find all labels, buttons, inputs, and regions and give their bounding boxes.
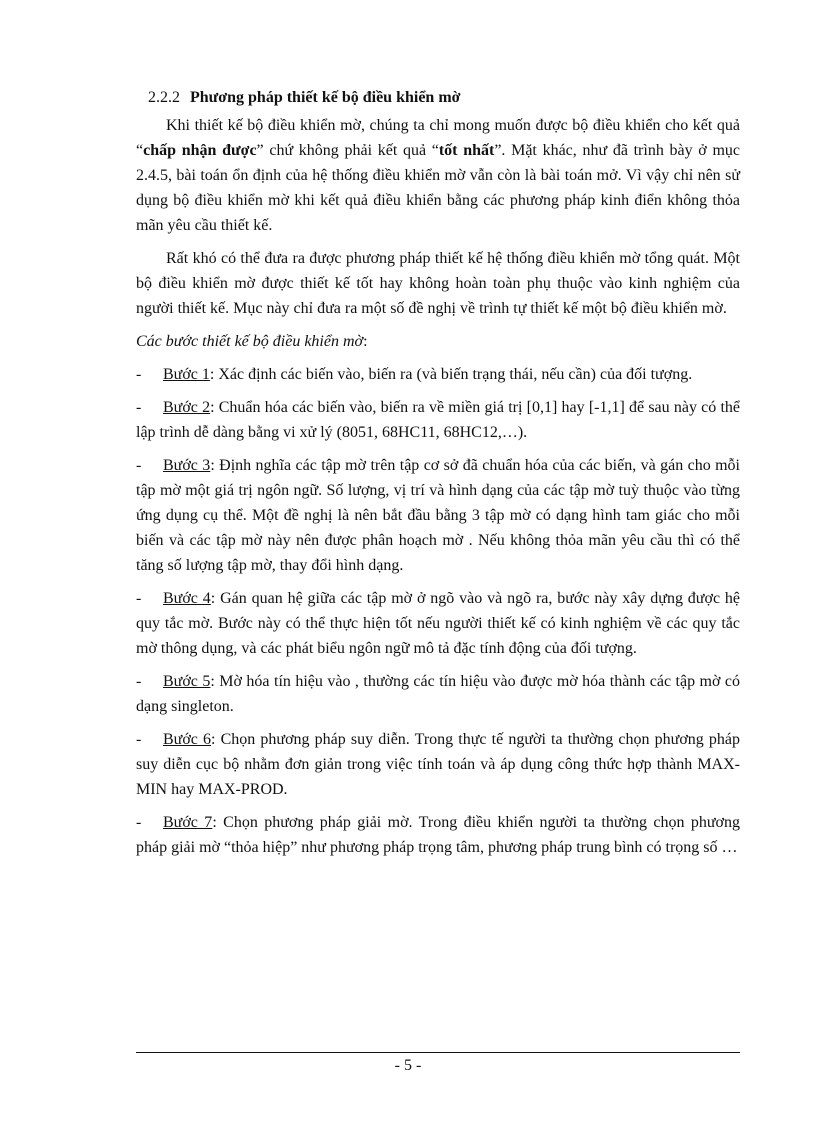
steps-heading-text: Các bước thiết kế bộ điều khiển mờ bbox=[136, 333, 364, 350]
bold-phrase: chấp nhận được bbox=[143, 142, 257, 159]
paragraph-text: ” chứ không phải kết quả “ bbox=[256, 142, 439, 159]
step-label: Bước 3 bbox=[163, 457, 211, 474]
section-number: 2.2.2 bbox=[148, 89, 180, 106]
step-label: Bước 6 bbox=[163, 731, 212, 748]
step-label: Bước 1 bbox=[163, 366, 210, 383]
steps-heading-colon: : bbox=[363, 333, 368, 350]
step-item bbox=[136, 362, 740, 387]
step-text: : Xác định các biến vào, biến ra (và biến trạng thái, nếu cần) của đối tượng. bbox=[209, 366, 693, 383]
step-item bbox=[136, 669, 740, 719]
step-label: Bước 4 bbox=[163, 590, 211, 607]
list-dash: - bbox=[136, 814, 142, 831]
step-text: : Mờ hóa tín hiệu vào , thường các tín hiệu vào được mờ hóa thành các tập mờ có dạng singleton. bbox=[136, 673, 741, 715]
section-title: Phương pháp thiết kế bộ điều khiển mờ bbox=[190, 89, 461, 106]
paragraph-design-note: Rất khó có thể đưa ra được phương pháp thiết kế hệ thống điều khiển mờ tổng quát. Một bộ điều khiển mờ được thiết kế tốt hay không hoàn toàn phụ thuộc vào kinh nghiệm của người thiết kế. Mục này chỉ đưa ra một số đề nghị về trình tự thiết kế một bộ điều khiển mờ. bbox=[136, 250, 740, 317]
step-item bbox=[136, 395, 740, 445]
step-text: : Gán quan hệ giữa các tập mờ ở ngõ vào và ngõ ra, bước này xây dựng được hệ quy tắc mờ. Bước này có thể thực hiện tốt nếu người thiết kế có kinh nghiệm về các quy tắc mờ thông dụng, và các phát biểu ngôn ngữ mô tả đặc tính động của đối tượng. bbox=[136, 590, 741, 657]
section-heading bbox=[148, 86, 740, 110]
step-label: Bước 7 bbox=[163, 814, 213, 831]
steps-heading bbox=[136, 329, 740, 354]
list-dash: - bbox=[136, 457, 142, 474]
bold-phrase: tốt nhất bbox=[438, 142, 495, 159]
step-item bbox=[136, 453, 740, 578]
paragraph-text: ”. Mặt khác, như đã trình bày ở mục 2.4.5, bài toán ổn định của hệ thống điều khiển mờ vẫn còn là bài toán mở. Vì vậy chỉ nên sử dụng bộ điều khiển mờ khi kết quả điều khiển bằng các phương pháp kinh điển không thỏa mãn yêu cầu thiết kế. bbox=[136, 142, 740, 234]
document-body bbox=[136, 86, 740, 868]
step-text: : Định nghĩa các tập mờ trên tập cơ sở đã chuẩn hóa của các biến, và gán cho mỗi tập mờ một giá trị ngôn ngữ. Số lượng, vị trí và hình dạng của các tập mờ tuỳ thuộc vào từng ứng dụng cụ thể. Một đề nghị là nên bắt đầu bằng 3 tập mờ có dạng hình tam giác cho mỗi biến và các tập mờ này nên được phân hoạch mờ . Nếu không thỏa mãn yêu cầu thì có thể tăng số lượng tập mờ, thay đổi hình dạng. bbox=[136, 457, 741, 574]
list-dash: - bbox=[136, 366, 142, 383]
list-dash: - bbox=[136, 590, 142, 607]
step-item bbox=[136, 586, 740, 661]
step-text: : Chọn phương pháp giải mờ. Trong điều khiển người ta thường chọn phương pháp giải mờ “thỏa hiệp” như phương pháp trọng tâm, phương pháp trung bình có trọng số … bbox=[136, 814, 741, 856]
step-text: : Chuẩn hóa các biến vào, biến ra về miền giá trị [0,1] hay [-1,1] để sau này có thể lập trình dễ dàng bằng vi xử lý (8051, 68HC11, 68HC12,…). bbox=[136, 399, 740, 441]
step-item bbox=[136, 810, 740, 860]
step-label: Bước 2 bbox=[163, 399, 211, 416]
paragraph-intro bbox=[136, 113, 740, 238]
page-number: - 5 - bbox=[394, 1057, 422, 1074]
list-dash: - bbox=[136, 673, 142, 690]
step-item bbox=[136, 727, 740, 802]
footer-divider bbox=[136, 1052, 740, 1053]
list-dash: - bbox=[136, 731, 142, 748]
paragraph-text: Khi thiết kế bộ điều khiển mờ, chúng ta chỉ mong muốn được bộ điều khiển cho kết quả “ bbox=[136, 117, 740, 159]
list-dash: - bbox=[136, 399, 142, 416]
step-label: Bước 5 bbox=[163, 673, 211, 690]
step-text: : Chọn phương pháp suy diễn. Trong thực tế người ta thường chọn phương pháp suy diễn cục bộ nhằm đơn giản trong việc tính toán và áp dụng công thức hợp thành MAX-MIN hay MAX-PROD. bbox=[136, 731, 741, 798]
